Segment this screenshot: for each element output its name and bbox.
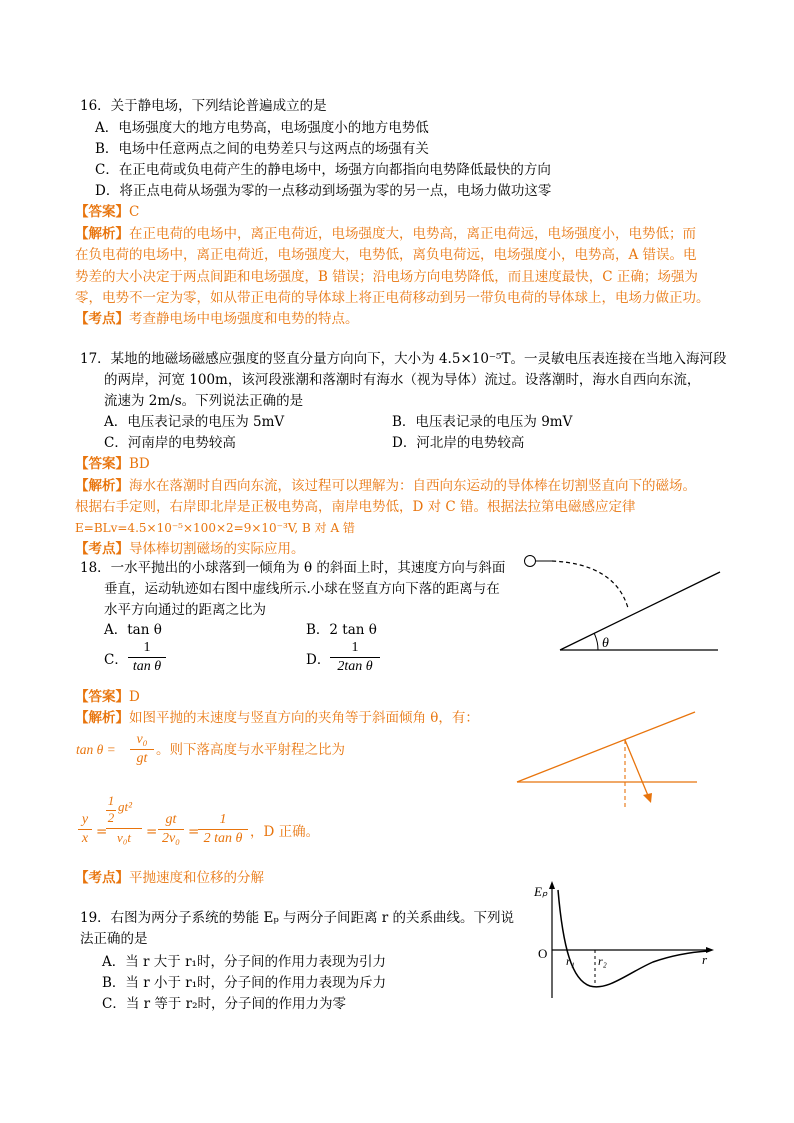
trajectory-dashed xyxy=(552,561,628,608)
fraction-bar xyxy=(130,749,154,750)
q18-point xyxy=(75,868,264,888)
q16-analysis-1 xyxy=(75,224,696,244)
point-text: 考查静电场中电场强度和电势的特点。 xyxy=(129,311,359,327)
q17-option-c: C．河南岸的电势较高 xyxy=(104,435,236,451)
analysis-text: 如图平抛的末速度与竖直方向的夹角等于斜面倾角 θ，有： xyxy=(129,710,479,726)
q18-eq2-fraction-3 xyxy=(198,812,248,847)
q17-answer xyxy=(75,454,150,474)
ep-label: Eₚ xyxy=(534,884,548,899)
q17-analysis-1 xyxy=(75,476,696,496)
fraction-bar xyxy=(158,829,184,830)
q16-stem: 16．关于静电场，下列结论普遍成立的是 xyxy=(80,98,327,114)
denominator: tan θ xyxy=(132,659,162,674)
equals-sign: = xyxy=(146,824,158,840)
half-num: 1 xyxy=(107,793,115,808)
fraction-bar xyxy=(198,829,248,830)
q18-eq1-fraction xyxy=(130,732,154,767)
numerator: y xyxy=(81,812,89,827)
analysis-text: 海水在落潮时自西向东流，该过程可以理解为：自西向东运动的导体棒在切割竖直向下的磁场。 xyxy=(129,478,696,494)
numerator: v₀ xyxy=(136,732,148,747)
q17-option-d: D．河北岸的电势较高 xyxy=(392,435,525,451)
q16-option-b: B．电场中任意两点之间的电势差只与这两点的场强有关 xyxy=(95,141,429,157)
answer-value: BD xyxy=(129,456,150,472)
r2-label: r₂ xyxy=(598,954,607,968)
q17-analysis-3: E=BLv=4.5×10⁻⁵×100×2=9×10⁻³V, B 对 A 错 xyxy=(75,521,355,535)
q18-option-d-label: D． xyxy=(306,652,331,668)
gt-squared: gt² xyxy=(118,799,133,814)
numerator: 1 xyxy=(143,640,151,655)
analysis-text: 在正电荷的电场中，离正电荷近，电场强度大，电势高，离正电荷远，电场强度小，电势低；而 xyxy=(129,226,696,242)
r-label: r xyxy=(702,952,708,967)
denominator: 2tan θ xyxy=(337,659,373,674)
q16-option-a: A．电场强度大的地方电势高，电场强度小的地方电势低 xyxy=(95,120,429,136)
q17-stem-3: 流速为 2m/s。下列说法正确的是 xyxy=(104,393,304,409)
arrowhead-icon xyxy=(643,793,652,803)
q18-option-d-fraction xyxy=(330,640,380,675)
q18-option-a: A．tan θ xyxy=(104,622,162,638)
q18-eq2-fraction-2 xyxy=(158,812,184,847)
q18-eq2-ratio xyxy=(78,812,92,847)
velocity-arrow xyxy=(625,740,649,798)
denominator: gt xyxy=(136,751,148,766)
q18-option-c-fraction xyxy=(128,640,166,675)
numerator xyxy=(106,793,142,827)
answer-tag: 【答案】 xyxy=(75,456,129,472)
equals-sign: = xyxy=(96,824,108,840)
point-tag: 【考点】 xyxy=(75,870,129,886)
q17-stem-1: 17．某地的地磁场磁感应强度的竖直分量方向向下，大小为 4.5×10⁻⁵T。一灵敏电压表连接在当地入海河段 xyxy=(80,351,727,367)
answer-tag: 【答案】 xyxy=(75,689,129,705)
q18-option-b: B．2 tan θ xyxy=(306,622,377,638)
fraction-bar xyxy=(330,657,380,658)
q19-option-c: C．当 r 等于 r₂时，分子间的作用力为零 xyxy=(102,996,347,1012)
analysis-tag: 【解析】 xyxy=(75,710,129,726)
q18-stem-3: 水平方向通过的距离之比为 xyxy=(104,602,266,618)
q18-analysis-figure xyxy=(515,710,705,810)
q19-potential-energy-figure xyxy=(528,878,718,1003)
ball-icon xyxy=(525,556,536,567)
q17-option-a: A．电压表记录的电压为 5mV xyxy=(104,414,285,430)
potential-curve xyxy=(558,890,708,987)
origin-label: O xyxy=(538,946,548,961)
q19-stem-1: 19．右图为两分子系统的势能 Eₚ 与两分子间距离 r 的关系曲线。下列说 xyxy=(80,910,515,926)
q18-analysis-1 xyxy=(75,708,479,728)
q19-option-b: B．当 r 小于 r₁时，分子间的作用力表现为斥力 xyxy=(102,975,387,991)
q19-option-a: A．当 r 大于 r₁时，分子间的作用力表现为引力 xyxy=(102,954,386,970)
q17-option-b: B．电压表记录的电压为 9mV xyxy=(392,414,573,430)
incline-line xyxy=(560,572,720,650)
q18-stem-2: 垂直，运动轨迹如右图中虚线所示.小球在竖直方向下落的距离与在 xyxy=(104,581,500,597)
q18-answer xyxy=(75,687,140,707)
q16-option-c: C．在正电荷或负电荷产生的静电场中，场强方向都指向电势降低最快的方向 xyxy=(95,162,551,178)
q16-analysis-3: 势差的大小决定于两点间距和电场强度，B 错误；沿电场方向电势降低，而且速度最快，C 正确；场强为 xyxy=(75,269,698,285)
fraction-bar xyxy=(78,829,92,830)
half-den: 2 xyxy=(107,810,115,825)
denominator: x xyxy=(81,831,89,846)
numerator: 1 xyxy=(351,640,359,655)
q16-answer xyxy=(75,202,139,222)
q18-eq1-text: 。则下落高度与水平射程之比为 xyxy=(156,742,345,758)
incline-line xyxy=(517,712,695,782)
answer-tag: 【答案】 xyxy=(75,204,129,220)
denominator: v₀t xyxy=(117,830,131,845)
q18-option-c-label: C． xyxy=(104,652,128,668)
analysis-tag: 【解析】 xyxy=(75,226,129,242)
q16-point xyxy=(75,309,359,329)
q16-option-d: D．将正点电荷从场强为零的一点移动到场强为零的另一点，电场力做功这零 xyxy=(95,183,552,199)
q16-analysis-2: 在负电荷的电场中，离正电荷近，电场强度大，电势低，离负电荷远，电场强度小，电势高，A 错误。电 xyxy=(75,247,697,263)
q16-analysis-4: 零，电势不一定为零，如从带正电荷的导体球上将正电荷移动到另一带负电荷的导体球上，电场力做正功。 xyxy=(75,290,710,306)
fraction-bar xyxy=(106,828,142,829)
ep-axis-arrow-icon xyxy=(549,881,555,889)
q18-stem-1: 18．一水平抛出的小球落到一倾角为 θ 的斜面上时，其速度方向与斜面 xyxy=(80,560,506,576)
r1-label: r₁ xyxy=(566,954,575,968)
fraction-bar xyxy=(128,657,166,658)
numerator: 1 xyxy=(219,812,227,827)
q18-projectile-figure xyxy=(520,550,720,655)
theta-label: θ xyxy=(602,636,609,651)
point-tag: 【考点】 xyxy=(75,541,129,557)
equals-sign: = xyxy=(188,824,200,840)
analysis-tag: 【解析】 xyxy=(75,478,129,494)
numerator: gt xyxy=(165,812,177,827)
q18-eq2-big-fraction xyxy=(106,793,142,846)
answer-value: D xyxy=(129,689,140,705)
denominator: 2 tan θ xyxy=(203,831,243,846)
q19-stem-2: 法正确的是 xyxy=(80,931,148,947)
point-tag: 【考点】 xyxy=(75,311,129,327)
q18-eq2-tail: ，D 正确。 xyxy=(250,824,320,840)
angle-arc xyxy=(594,633,598,650)
denominator: 2v₀ xyxy=(161,831,181,846)
answer-value: C xyxy=(129,204,140,220)
r-axis-arrow-icon xyxy=(706,947,714,953)
q17-point xyxy=(75,539,305,559)
q17-analysis-2: 根据右手定则，右岸即北岸是正极电势高，南岸电势低，D 对 C 错。根据法拉第电磁感应定律 xyxy=(75,499,636,515)
point-text: 平抛速度和位移的分解 xyxy=(129,870,264,886)
q18-eq1-lhs: tan θ = xyxy=(76,742,116,757)
point-text: 导体棒切割磁场的实际应用。 xyxy=(129,541,305,557)
q17-stem-2: 的两岸，河宽 100m，该河段涨潮和落潮时有海水（视为导体）流过。设落潮时，海水自西向东流， xyxy=(104,372,701,388)
